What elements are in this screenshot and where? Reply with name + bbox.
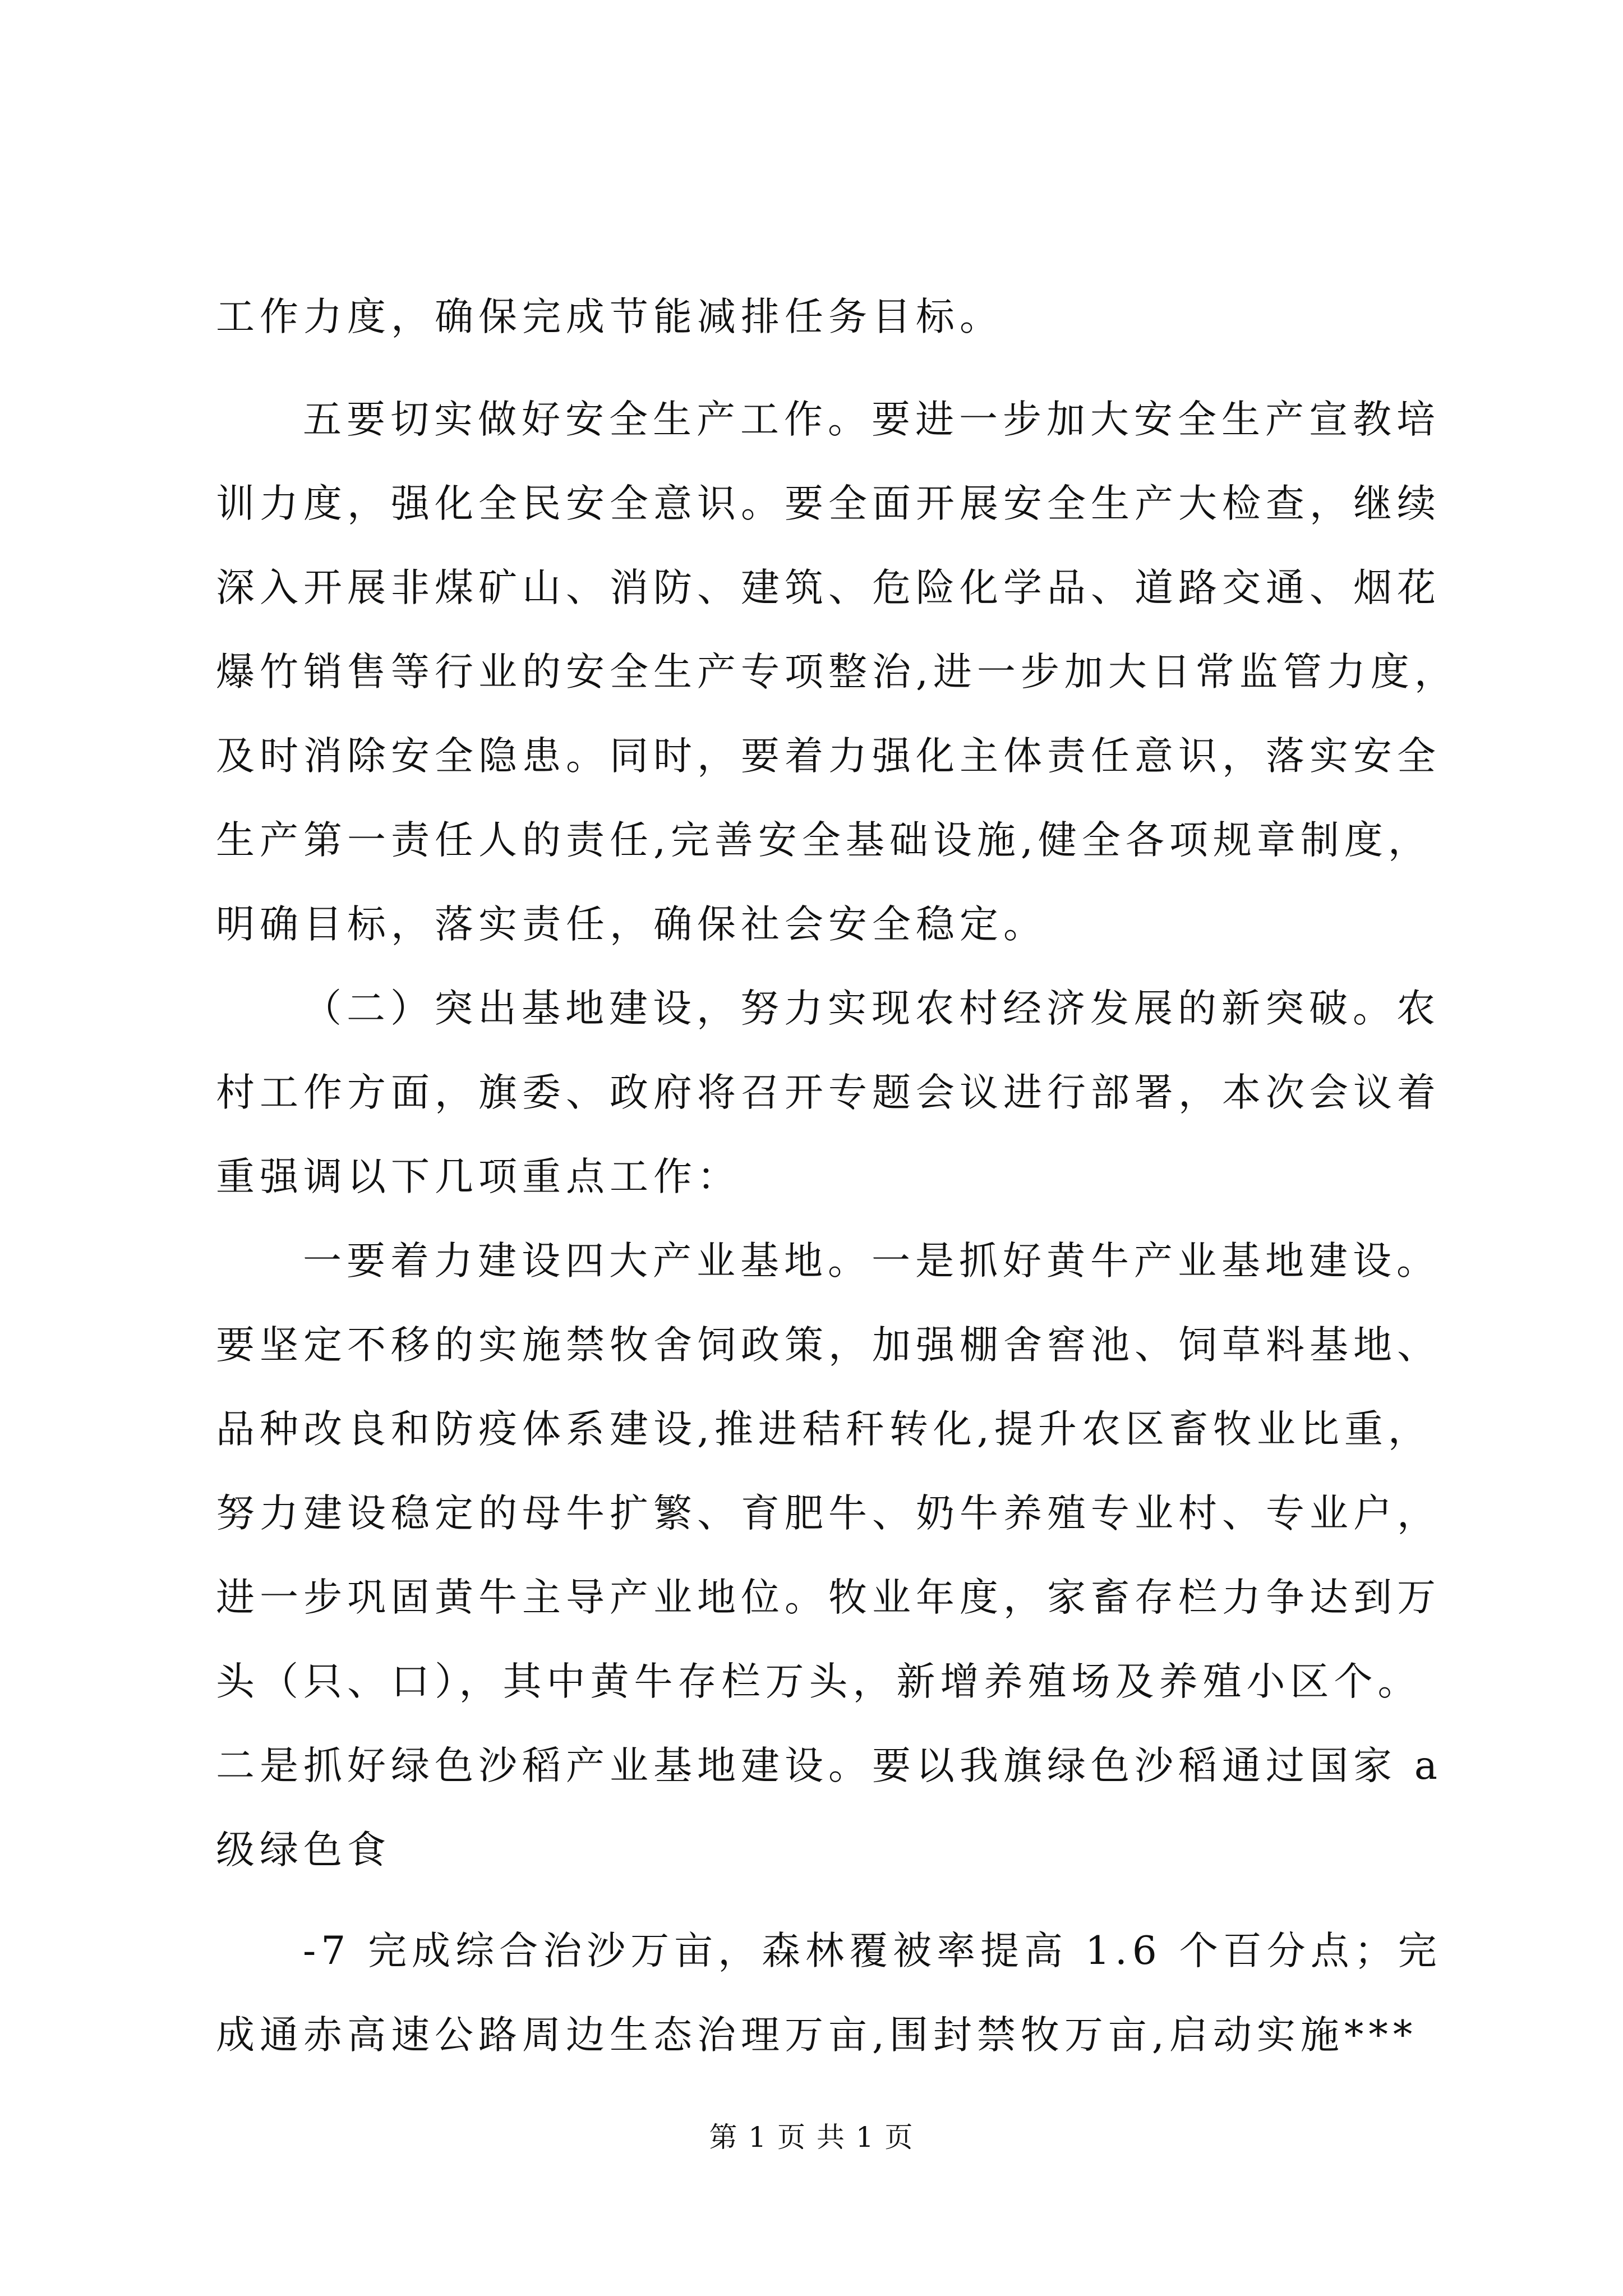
text-line: 生产第一责任人的责任,完善安全基础设施,健全各项规章制度， xyxy=(216,818,1432,863)
text-line: 重强调以下几项重点工作： xyxy=(216,1154,741,1199)
text-line: 及时消除安全隐患。同时，要着力强化主体责任意识，落实安全 xyxy=(216,734,1441,779)
text-line: 村工作方面，旗委、政府将召开专题会议进行部署，本次会议着 xyxy=(216,1070,1441,1115)
text-line: 品种改良和防疫体系建设,推进秸秆转化,提升农区畜牧业比重， xyxy=(216,1407,1432,1452)
text-line: 努力建设稳定的母牛扩繁、育肥牛、奶牛养殖专业村、专业户， xyxy=(216,1491,1441,1536)
text-line: （二）突出基地建设，努力实现农村经济发展的新突破。农 xyxy=(303,986,1440,1031)
text-line: 五要切实做好安全生产工作。要进一步加大安全生产宣教培 xyxy=(303,397,1440,442)
text-line: 成通赤高速公路周边生态治理万亩,围封禁牧万亩,启动实施*** xyxy=(216,2013,1418,2058)
text-line: 要坚定不移的实施禁牧舍饲政策，加强棚舍窖池、饲草料基地、 xyxy=(216,1323,1441,1368)
text-line: 爆竹销售等行业的安全生产专项整治,进一步加大日常监管力度， xyxy=(216,650,1458,694)
text-line: 明确目标，落实责任，确保社会安全稳定。 xyxy=(216,902,1047,947)
text-line: 一要着力建设四大产业基地。一是抓好黄牛产业基地建设。 xyxy=(303,1239,1440,1283)
text-line: 深入开展非煤矿山、消防、建筑、危险化学品、道路交通、烟花 xyxy=(216,565,1441,610)
text-line: 头（只、口），其中黄牛存栏万头，新增养殖场及养殖小区个。 xyxy=(216,1659,1422,1704)
text-line: 工作力度，确保完成节能减排任务目标。 xyxy=(216,295,1003,339)
page-footer: 第 1 页 共 1 页 xyxy=(709,2121,914,2154)
text-line: 训力度，强化全民安全意识。要全面开展安全生产大检查，继续 xyxy=(216,481,1441,526)
text-line: 二是抓好绿色沙稻产业基地建设。要以我旗绿色沙稻通过国家 a xyxy=(216,1743,1443,1788)
text-line: -7 完成综合治沙万亩，森林覆被率提高 1.6 个百分点；完 xyxy=(303,1929,1442,1973)
text-line: 进一步巩固黄牛主导产业地位。牧业年度，家畜存栏力争达到万 xyxy=(216,1575,1441,1620)
text-line: 级绿色食 xyxy=(216,1828,391,1872)
